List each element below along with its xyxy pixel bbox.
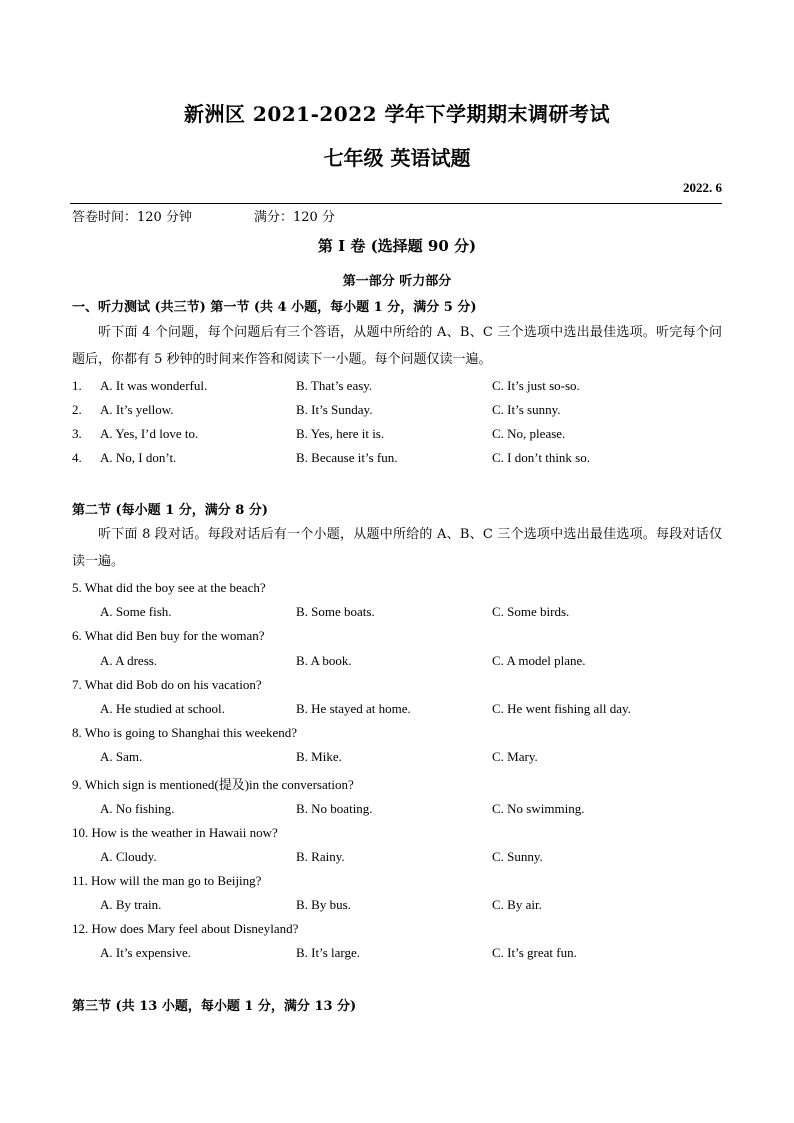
question-number: 3.	[72, 426, 82, 441]
question-text: 9. Which sign is mentioned(提及)in the conversation?	[72, 777, 354, 792]
part-heading: 第一部分 听力部分	[342, 274, 452, 289]
option-b: B. A book.	[296, 653, 352, 668]
option-b: B. No boating.	[296, 801, 373, 816]
section2-instruction: 听下面 8 段对话。每段对话后有一个小题，从题中所给的 A、B、C 三个选项中选出最佳选项。每段对话仅读一遍。	[72, 527, 722, 569]
option-a: A. A dress.	[100, 653, 158, 668]
option-a: A. It’s yellow.	[100, 402, 174, 417]
question-row	[0, 378, 794, 398]
option-c: C. It’s great fun.	[492, 945, 577, 960]
question-text: 6. What did Ben buy for the woman?	[72, 628, 265, 643]
question-number: 2.	[72, 402, 82, 417]
option-a: A. It was wonderful.	[100, 378, 208, 393]
question-number: 1.	[72, 378, 82, 393]
option-c: C. I don’t think so.	[492, 450, 590, 465]
section1-heading: 一、听力测试 (共三节) 第一节 (共 4 小题，每小题 1 分，满分 5 分)	[72, 300, 477, 315]
question-text: 5. What did the boy see at the beach?	[72, 580, 266, 595]
options-row	[0, 945, 794, 965]
options-row	[0, 801, 794, 821]
options-row	[0, 653, 794, 673]
section3-heading: 第三节 (共 13 小题，每小题 1 分，满分 13 分)	[72, 999, 357, 1014]
option-c: C. It’s just so-so.	[492, 378, 580, 393]
section1-instruction: 听下面 4 个问题，每个问题后有三个答语，从题中所给的 A、B、C 三个选项中选出最佳选项。听完每个问题后，你都有 5 秒钟的时间来作答和阅读下一小题。每个问题仅读一遍。	[72, 325, 722, 367]
options-row	[0, 701, 794, 721]
option-c: C. Sunny.	[492, 849, 543, 864]
option-c: C. No swimming.	[492, 801, 585, 816]
header-divider	[70, 203, 722, 204]
option-a: A. He studied at school.	[100, 701, 225, 716]
exam-date: 2022. 6	[683, 180, 722, 195]
option-a: A. Sam.	[100, 749, 143, 764]
option-c: C. A model plane.	[492, 653, 586, 668]
option-c: C. It’s sunny.	[492, 402, 561, 417]
options-row	[0, 604, 794, 624]
option-b: B. Because it’s fun.	[296, 450, 398, 465]
option-a: A. No, I don’t.	[100, 450, 177, 465]
option-b: B. He stayed at home.	[296, 701, 411, 716]
question-row	[0, 450, 794, 470]
exam-subtitle: 七年级 英语试题	[323, 146, 471, 170]
option-b: B. It’s Sunday.	[296, 402, 373, 417]
option-a: A. No fishing.	[100, 801, 175, 816]
option-a: A. It’s expensive.	[100, 945, 191, 960]
option-b: B. It’s large.	[296, 945, 361, 960]
option-b: B. Mike.	[296, 749, 342, 764]
question-row	[0, 426, 794, 446]
exam-info-line	[72, 206, 335, 225]
question-text: 7. What did Bob do on his vacation?	[72, 677, 262, 692]
section2-heading: 第二节 (每小题 1 分，满分 8 分)	[72, 503, 269, 518]
option-a: A. Yes, I’d love to.	[100, 426, 199, 441]
option-c: C. He went fishing all day.	[492, 701, 631, 716]
question-text: 12. How does Mary feel about Disneyland?	[72, 921, 299, 936]
option-a: A. Some fish.	[100, 604, 172, 619]
options-row	[0, 849, 794, 869]
option-c: C. No, please.	[492, 426, 566, 441]
full-score: 满分：120 分	[254, 210, 335, 225]
option-c: C. Some birds.	[492, 604, 570, 619]
option-b: B. Rainy.	[296, 849, 345, 864]
question-row	[0, 402, 794, 422]
question-number: 4.	[72, 450, 82, 465]
question-text: 10. How is the weather in Hawaii now?	[72, 825, 278, 840]
option-c: C. By air.	[492, 897, 542, 912]
option-b: B. By bus.	[296, 897, 351, 912]
option-b: B. Some boats.	[296, 604, 375, 619]
options-row	[0, 749, 794, 769]
options-row	[0, 897, 794, 917]
exam-title: 新洲区 2021-2022 学年下学期期末调研考试	[183, 102, 611, 126]
volume-heading: 第 I 卷 (选择题 90 分)	[317, 237, 477, 255]
option-a: A. Cloudy.	[100, 849, 157, 864]
option-c: C. Mary.	[492, 749, 538, 764]
question-text: 11. How will the man go to Beijing?	[72, 873, 262, 888]
question-text: 8. Who is going to Shanghai this weekend?	[72, 725, 298, 740]
option-b: B. That’s easy.	[296, 378, 373, 393]
time-limit: 答卷时间：120 分钟	[72, 210, 192, 225]
option-a: A. By train.	[100, 897, 162, 912]
option-b: B. Yes, here it is.	[296, 426, 385, 441]
